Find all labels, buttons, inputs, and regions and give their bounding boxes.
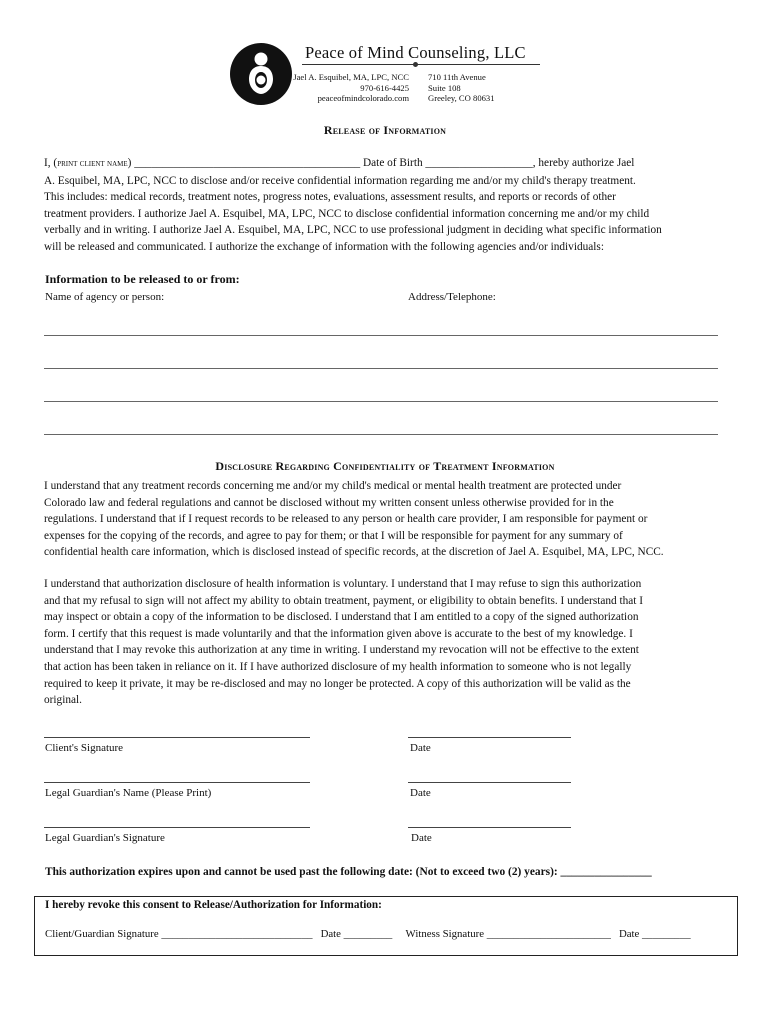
disclosure-line: expenses for the copying of the records, and agree to pay for them; or that I will be responsible for payment for any summary of — [44, 529, 623, 542]
disclosure-line: and that my refusal to sign will not affect my ability to obtain treatment, payment, or eligibility to obtain benefits. I understand that I — [44, 594, 644, 607]
header-phone: 970-616-4425 — [360, 82, 409, 93]
info-entry-line-3[interactable] — [44, 401, 718, 402]
header-divider-dot — [413, 62, 418, 67]
guardian-signature-label: Legal Guardian's Signature — [45, 832, 165, 844]
date-line-3[interactable] — [408, 827, 571, 828]
disclosure-line: may inspect or obtain a copy of the information to be disclosed. I understand that I am entitled to a copy of the signed authorization — [44, 611, 639, 624]
guardian-name-line[interactable] — [44, 782, 310, 783]
disclosure-line: regulations. I understand that if I request records to be released to any person or health care provider, I am responsible for payment or — [44, 513, 648, 526]
revoke-signature-line[interactable]: Client/Guardian Signature ____________________________ Date _________ Witness Signature _______________________ Date _________ — [45, 928, 691, 940]
header-divider — [302, 64, 540, 65]
disclosure-line: confidential health care information, which is disclosed instead of specific records, at the discretion of Jael A. Esquibel, MA, LPC, NCC. — [44, 546, 664, 559]
info-entry-line-2[interactable] — [44, 368, 718, 369]
disclosure-line: that action has been taken in reliance on it. If I have authorized disclosure of my health information to someone who is not legally — [44, 660, 632, 673]
date-label-2: Date — [410, 787, 431, 799]
disclosure-paragraph-1 — [44, 478, 724, 561]
intro-line: This includes: medical records, treatment notes, progress notes, evaluations, assessment results, and reports or records of other — [44, 191, 616, 204]
disclosure-paragraph-2 — [44, 576, 724, 709]
print-client-name-label: print client name — [57, 159, 128, 169]
client-signature-label: Client's Signature — [45, 742, 124, 754]
disclosure-line: understand that I may revoke this authorization at any time in writing. I understand my revocation will not be effective to the extent — [44, 644, 639, 657]
header-contact-left — [293, 72, 409, 104]
address-column-label: Address/Telephone: — [408, 291, 496, 303]
intro-line: verbally and in writing. I authorize Jael A. Esquibel, MA, LPC, NCC to use professional judgment in deciding what specific information — [44, 224, 662, 237]
document-title: Release of Information — [323, 123, 447, 137]
disclosure-line: original. — [44, 694, 82, 707]
disclosure-heading: Disclosure Regarding Confidentiality of Treatment Information — [215, 459, 555, 473]
header-provider-name: Jael A. Esquibel, MA, LPC, NCC — [293, 72, 409, 82]
disclosure-line: I understand that any treatment records concerning me and/or my child's medical or mental health treatment are protected under — [44, 480, 622, 492]
disclosure-line: form. I certify that this request is made voluntarily and that the information given above is accurate to the best of my knowledge. I — [44, 627, 633, 640]
agency-column-label: Name of agency or person: — [45, 291, 165, 303]
date-label-1: Date — [410, 742, 431, 754]
intro-line: treatment providers. I authorize Jael A. Esquibel, MA, LPC, NCC to disclose confidential information concerning me and/or my child — [44, 207, 650, 220]
header-address — [428, 72, 495, 104]
disclosure-line: I understand that authorization disclosure of health information is voluntary. I understand that I may refuse to sign this authorization — [44, 578, 642, 590]
header-address-line: 710 11th Avenue — [428, 72, 486, 82]
peace-of-mind-logo — [230, 43, 292, 105]
disclosure-line: Colorado law and federal regulations and cannot be disclosed without my written consent unless otherwise provided for in the — [44, 496, 614, 509]
intro-paragraph — [44, 155, 724, 256]
guardian-signature-line[interactable] — [44, 827, 310, 828]
info-section-heading: Information to be released to or from: — [45, 272, 240, 286]
date-line-1[interactable] — [408, 737, 571, 738]
intro-line — [44, 155, 724, 173]
disclosure-line: required to keep it private, it may be re-disclosed and may no longer be protected. A copy of this authorization will be valid as the — [44, 677, 631, 690]
intro-line-rest[interactable]: ) ________________________________________ Date of Birth ___________________, hereby authorize Jael — [127, 157, 635, 169]
date-line-2[interactable] — [408, 782, 571, 783]
intro-line: A. Esquibel, MA, LPC, NCC to disclose and/or receive confidential information regarding me and/or my child's therapy treatment. — [44, 174, 636, 187]
header-website: peaceofmindcolorado.com — [317, 93, 409, 104]
revoke-heading: I hereby revoke this consent to Release/Authorization for Information: — [45, 899, 382, 911]
intro-line: will be released and communicated. I authorize the exchange of information with the following agencies and/or individuals: — [44, 240, 604, 253]
info-entry-line-1[interactable] — [44, 335, 718, 336]
header-address-line: Greeley, CO 80631 — [428, 93, 495, 104]
header-address-line: Suite 108 — [428, 82, 461, 93]
guardian-name-label: Legal Guardian's Name (Please Print) — [45, 787, 212, 799]
org-name: Peace of Mind Counseling, LLC — [305, 43, 526, 62]
info-entry-line-4[interactable] — [44, 434, 718, 435]
intro-prefix: I, ( — [44, 157, 58, 169]
date-label-3: Date — [411, 832, 432, 844]
client-signature-line[interactable] — [44, 737, 310, 738]
expiry-statement[interactable]: This authorization expires upon and cannot be used past the following date: (Not to exceed two (2) years): ________________ — [45, 866, 652, 878]
